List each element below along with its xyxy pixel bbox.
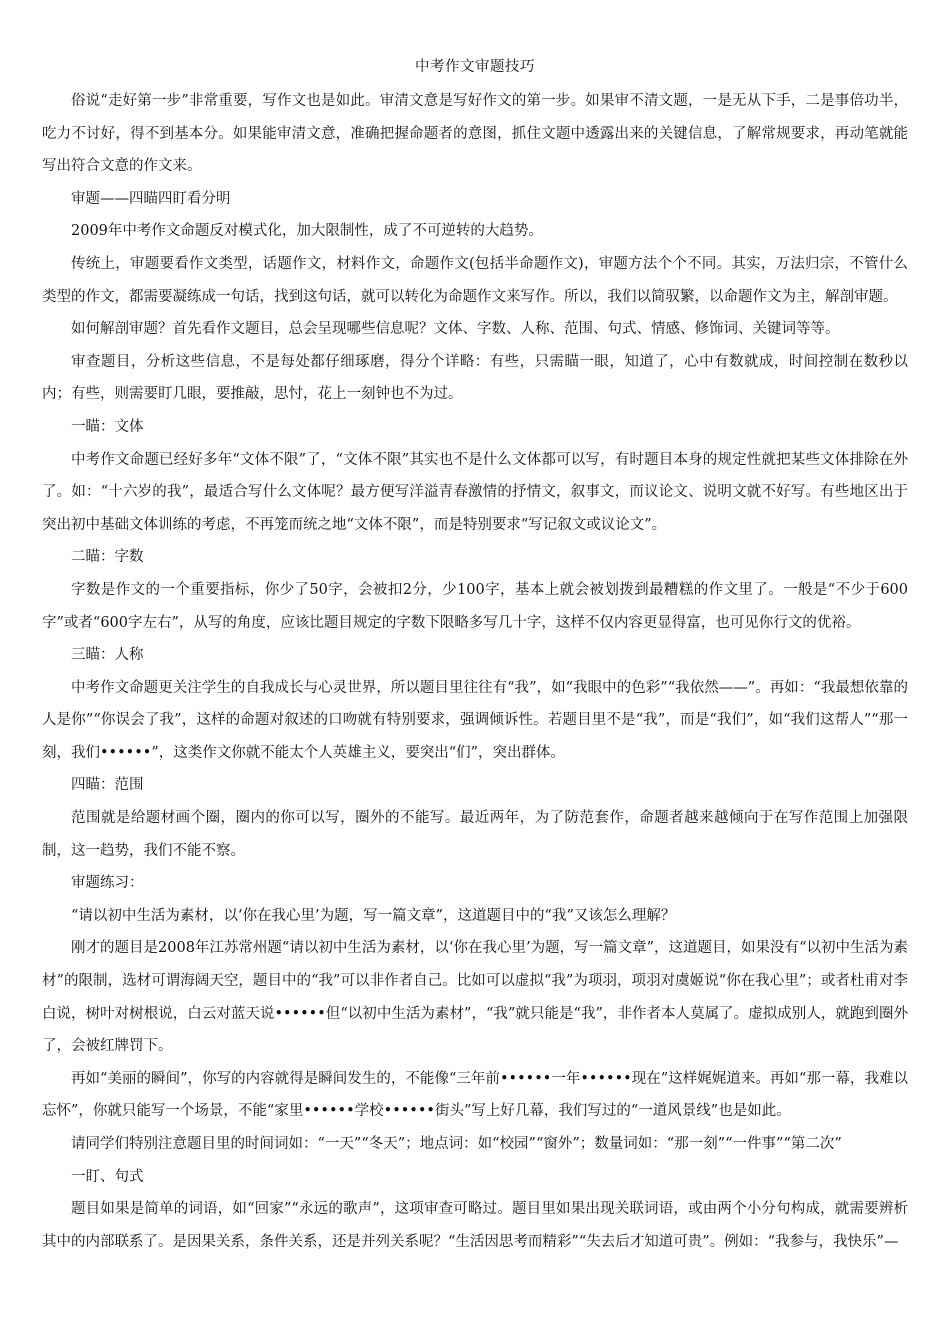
document-title: 中考作文审题技巧 bbox=[415, 59, 535, 75]
document-body bbox=[42, 85, 908, 1258]
section-heading: 三瞄：人称 bbox=[71, 647, 144, 664]
paragraph: 题目如果是简单的词语，如“回家”“永远的歌声”，这项审查可略过。题目里如果出现关联词语，或由两个小分句构成，就需要辨析其中的内部联系了。是因果关系，条件关系，还是并列关系呢？“生活因思考而精彩”“失去后才知道可贵”。例如：“我参与，我快乐”— bbox=[42, 1201, 908, 1250]
paragraph: “请以初中生活为素材，以‘你在我心里’为题，写一篇文章”，这道题目中的“我”又该怎么理解？ bbox=[71, 907, 676, 924]
section-heading: 四瞄：范围 bbox=[71, 777, 144, 794]
paragraph: 中考作文命题已经好多年“文体不限”了，“文体不限”其实也不是什么文体都可以写，有时题目本身的规定性就把某些文体排除在外了。如：“十六岁的我”，最适合写什么文体呢？最方便写洋溢青春激情的抒情文，叙事文，而议论文、说明文就不好写。有些地区出于突出初中基础文体训练的考虑，不再笼而统之地“文体不限”，而是特别要求“写记叙文或议论文”。 bbox=[42, 451, 908, 533]
paragraph: 请同学们特别注意题目里的时间词如：“一天”“冬天”；地点词：如“校园”“窗外”；数量词如：“那一刻”“一件事”“第二次” bbox=[71, 1136, 842, 1152]
paragraph: 2009年中考作文命题反对模式化，加大限制性，成了不可逆转的大趋势。 bbox=[71, 223, 543, 240]
section-heading: 一盯、句式 bbox=[71, 1168, 144, 1185]
paragraph: 中考作文命题更关注学生的自我成长与心灵世界，所以题目里往往有“我”，如“我眼中的色彩”“我依然——”。再如：“我最想依靠的人是你”“你误会了我”，这样的命题对叙述的口吻就有特别要求，强调倾诉性。若题目里不是“我”，而是“我们”，如“我们这帮人”“那一刻，我们••••••”，这类作文你就不能太个人英雄主义，要突出“们”，突出群体。 bbox=[42, 679, 908, 761]
section-heading: 一瞄：文体 bbox=[71, 418, 144, 435]
paragraph: 再如“美丽的瞬间”，你写的内容就得是瞬间发生的，不能像“三年前••••••一年••••••现在”这样娓娓道来。再如“那一幕，我难以忘怀”，你就只能写一个场景，不能“家里••••••学校••••••街头”写上好几幕，我们写过的“一道风景线”也是如此。 bbox=[42, 1070, 908, 1120]
paragraph: 俗说“走好第一步”非常重要，写作文也是如此。审清文意是写好作文的第一步。如果审不清文题，一是无从下手，二是事倍功半，吃力不讨好，得不到基本分。如果能审清文意，准确把握命题者的意图，抓住文题中透露出来的关键信息，了解常规要求，再动笔就能写出符合文意的作文来。 bbox=[42, 93, 908, 175]
paragraph: 审查题目，分析这些信息，不是每处都仔细琢磨，得分个详略：有些，只需瞄一眼，知道了，心中有数就成，时间控制在数秒以内；有些，则需要盯几眼，要推敲，思忖，花上一刻钟也不为过。 bbox=[42, 353, 908, 403]
paragraph: 刚才的题目是2008年江苏常州题“请以初中生活为素材，以‘你在我心里’为题，写一篇文章”，这道题目，如果没有“以初中生活为素材”的限制，选材可谓海阔天空，题目中的“我”可以非作者自己。比如可以虚拟“我”为项羽，项羽对虞姬说“你在我心里”；或者杜甫对李白说，树叶对树根说，白云对蓝天说••••••但“以初中生活为素材”，“我”就只能是“我”，非作者本人莫属了。虚拟成别人，就跑到圈外了，会被红牌罚下。 bbox=[42, 940, 908, 1055]
paragraph: 字数是作文的一个重要指标，你少了50字，会被扣2分，少100字，基本上就会被划拨到最糟糕的作文里了。一般是“不少于600字”或者“600字左右”，从写的角度，应该比题目规定的字数下限略多写几十字，这样不仅内容更显得富，也可见你行文的优裕。 bbox=[42, 581, 908, 631]
section-heading: 二瞄：字数 bbox=[71, 549, 144, 566]
section-heading: 审题——四瞄四盯看分明 bbox=[71, 190, 231, 207]
section-heading: 审题练习： bbox=[71, 875, 144, 892]
paragraph: 范围就是给题材画个圈，圈内的你可以写，圈外的不能写。最近两年，为了防范套作，命题者越来越倾向于在写作范围上加强限制，这一趋势，我们不能不察。 bbox=[42, 810, 908, 859]
paragraph: 传统上，审题要看作文类型，话题作文，材料作文，命题作文(包括半命题作文)，审题方法个个不同。其实，万法归宗，不管什么类型的作文，都需要凝练成一句话，找到这句话，就可以转化为命题作文来写作。所以，我们以简驭繁，以命题作文为主，解剖审题。 bbox=[42, 255, 908, 305]
paragraph: 如何解剖审题？首先看作文题目，总会呈现哪些信息呢？文体、字数、人称、范围、句式、情感、修饰词、关键词等等。 bbox=[71, 321, 840, 338]
